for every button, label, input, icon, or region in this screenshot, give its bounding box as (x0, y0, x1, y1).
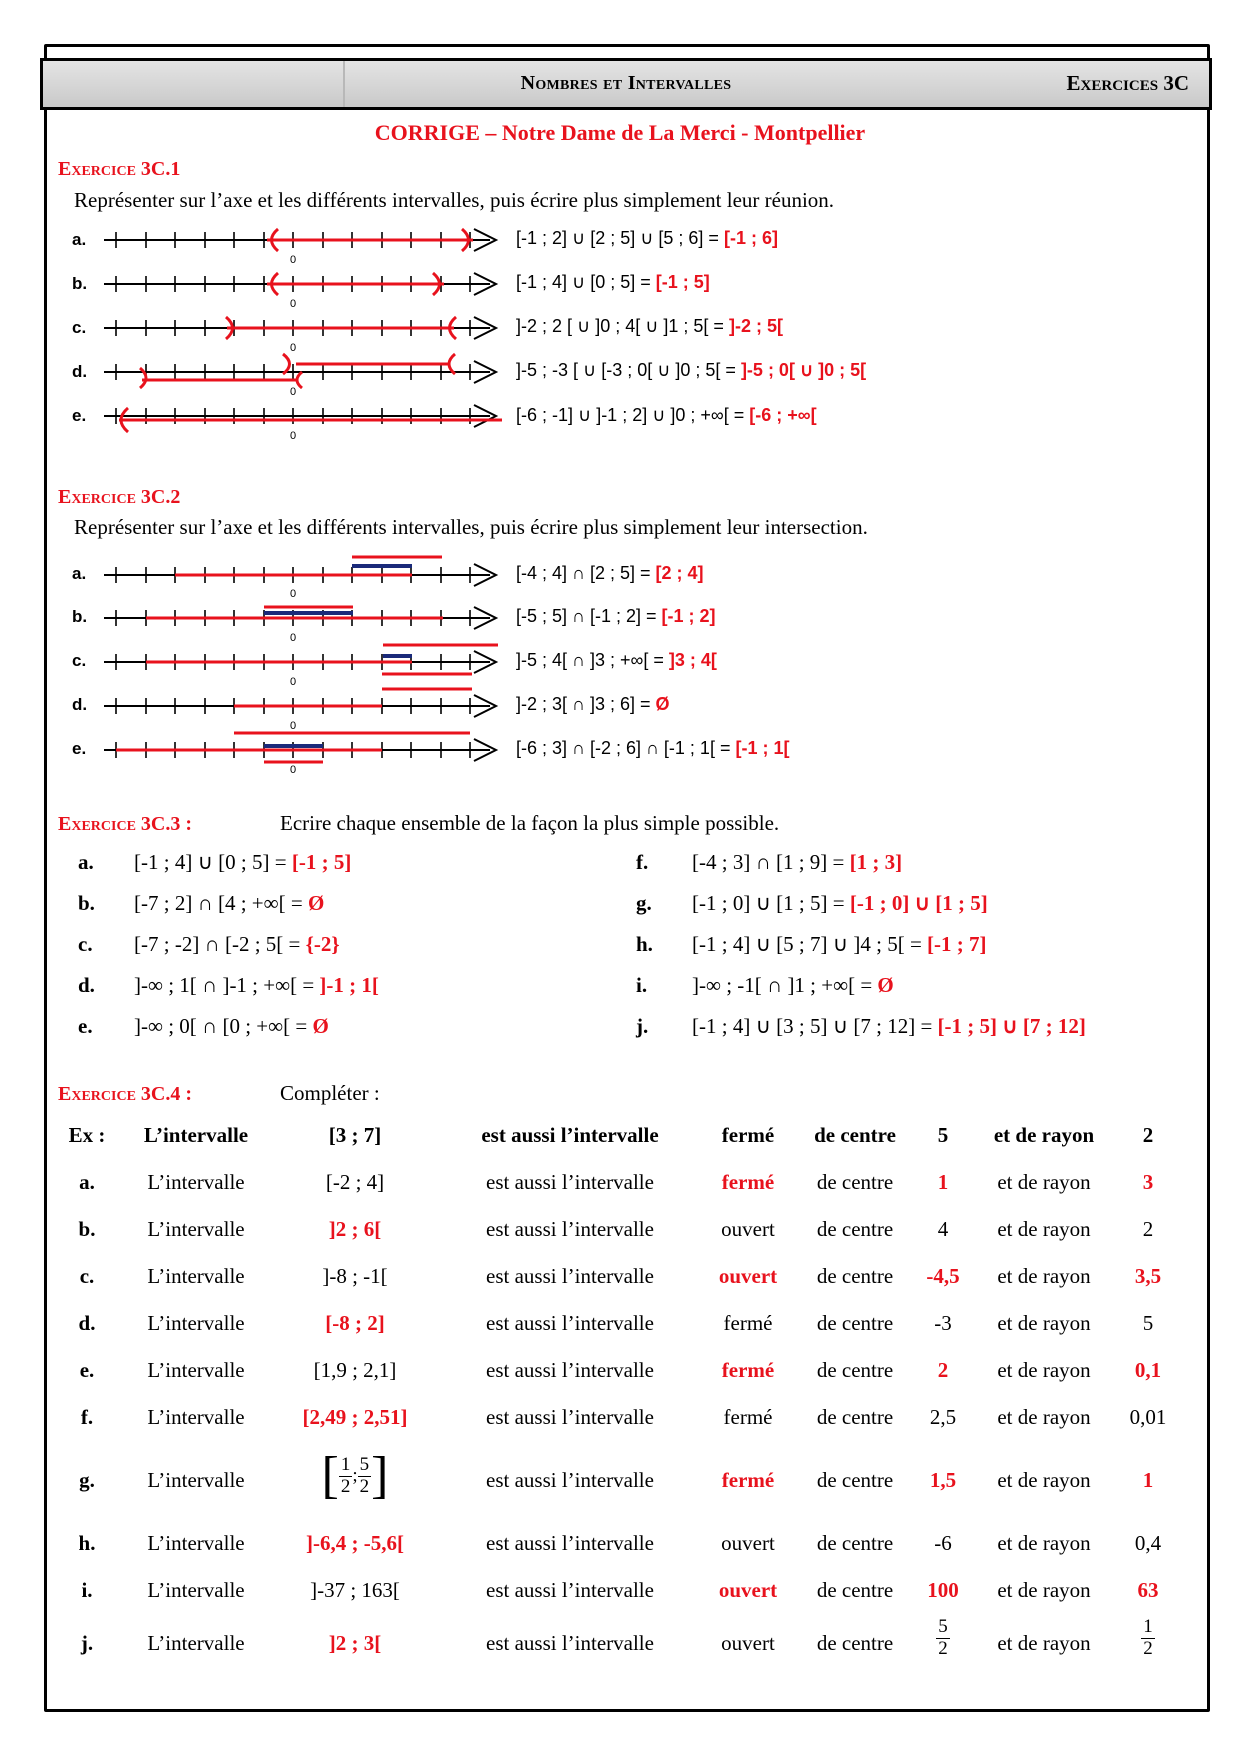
ex2-axis-b (104, 607, 496, 629)
fraction (358, 1455, 372, 1498)
table-cell-centre-value: 4 (937, 1217, 949, 1241)
ex1-axis-e (104, 405, 502, 432)
table-cell-centre: de centre (816, 1578, 894, 1602)
table-row-label: g. (79, 1468, 95, 1492)
table-cell-centre: de centre (816, 1264, 894, 1288)
table-header-ex: Ex : (68, 1123, 106, 1147)
table-cell-rayon-value (998, 1617, 1240, 1660)
table-cell-centre-value: 2 (937, 1358, 949, 1382)
fraction-numerator: 5 (359, 1453, 370, 1475)
ex3-title: Exercice 3C.3 : (58, 813, 193, 835)
fraction-numerator: 1 (340, 1453, 351, 1475)
ex1-formula-b: [-1 ; 4] ∪ [0 ; 5] = [-1 ; 5] (516, 272, 710, 292)
ex1-axis-b (104, 273, 496, 295)
table-header-rayon-value: 2 (1142, 1123, 1154, 1147)
table-cell-centre-value: -3 (934, 1311, 952, 1335)
separator: ; (352, 1465, 358, 1486)
ex3-row-f: f. [-4 ; 3] ∩ [1 ; 9] = [1 ; 3] (636, 850, 903, 874)
table-header-centre: de centre (814, 1123, 896, 1147)
ex1-axis-c (104, 317, 496, 339)
ex1-formula-a: [-1 ; 2] ∪ [2 ; 5] ∪ [5 ; 6] = [-1 ; 6] (516, 228, 778, 248)
table-cell-type: fermé (723, 1405, 773, 1429)
fraction-denominator: 2 (359, 1475, 370, 1497)
table-cell-rayon: et de rayon (997, 1311, 1091, 1335)
table-cell-centre: de centre (816, 1405, 894, 1429)
table-cell-rayon: et de rayon (997, 1468, 1091, 1492)
table-cell-type: fermé (721, 1170, 775, 1194)
table-cell-rayon: et de rayon (997, 1170, 1091, 1194)
table-cell-rayon-value: 63 (1137, 1578, 1159, 1602)
ex2-formula-d: ]-2 ; 3[ ∩ ]3 ; 6] = Ø (516, 694, 670, 714)
ex3-statement: Ecrire chaque ensemble de la façon la plus simple possible. (280, 811, 780, 835)
table-cell-intervalle: L’intervalle (147, 1217, 245, 1241)
table-cell-interval: [-2 ; 4] (325, 1170, 385, 1194)
table-cell-interval: ]2 ; 6[ (328, 1217, 382, 1241)
ex4-title: Exercice 3C.4 : (58, 1083, 193, 1105)
ex1-title: Exercice 3C.1 (58, 158, 181, 180)
table-cell-centre: de centre (816, 1311, 894, 1335)
left-bracket: [ (321, 1447, 339, 1504)
table-cell-centre-value: 2,5 (929, 1405, 957, 1429)
ex2-formula-c: ]-5 ; 4[ ∩ ]3 ; +∞[ = ]3 ; 4[ (516, 650, 717, 670)
table-cell-interval: [2,49 ; 2,51] (302, 1405, 408, 1429)
zero-label: 0 (289, 298, 297, 310)
corrige-title: CORRIGE – Notre Dame de La Merci - Montpellier (374, 120, 866, 145)
ex1-formula-d: ]-5 ; -3 [ ∪ [-3 ; 0[ ∪ ]0 ; 5[ = ]-5 ; 0[ ∪ ]0 ; 5[ (516, 360, 867, 380)
table-cell-centre: de centre (816, 1531, 894, 1555)
table-cell-type: fermé (721, 1468, 775, 1492)
ex1-label-c: c. (72, 318, 87, 337)
table-cell-interval: [-8 ; 2] (325, 1311, 385, 1335)
right-bracket: ] (371, 1447, 389, 1504)
fraction-denominator: 2 (938, 1637, 948, 1659)
table-cell-rayon-value: 0,01 (1129, 1405, 1167, 1429)
ex3-row-c: c. [-7 ; -2] ∩ [-2 ; 5[ = {-2} (78, 932, 340, 956)
table-row-label: d. (78, 1311, 96, 1335)
ex1-axis-a (104, 229, 496, 251)
table-cell-type: fermé (721, 1358, 775, 1382)
table-cell-intervalle: L’intervalle (147, 1358, 245, 1382)
ex1-label-a: a. (72, 230, 87, 249)
zero-label: 0 (289, 386, 297, 398)
ex1-statement: Représenter sur l’axe et les différents intervalles, puis écrire plus simplement leur réunion. (74, 188, 835, 212)
header-right-label: Exercices 3C (1066, 71, 1189, 95)
header-title: Nombres et Intervalles (520, 72, 732, 94)
table-cell-type: ouvert (721, 1631, 775, 1655)
table-cell-rayon: et de rayon (997, 1531, 1091, 1555)
table-row-label: h. (78, 1531, 96, 1555)
table-cell-aussi: est aussi l’intervalle (486, 1468, 654, 1492)
table-cell-rayon-value: 5 (1142, 1311, 1154, 1335)
table-cell-centre-value: 100 (927, 1578, 959, 1602)
ex2-formula-e: [-6 ; 3] ∩ [-2 ; 6] ∩ [-1 ; 1[ = [-1 ; 1[ (516, 738, 790, 758)
table-cell-rayon: et de rayon (997, 1358, 1091, 1382)
ex2-statement: Représenter sur l’axe et les différents intervalles, puis écrire plus simplement leur intersection. (74, 515, 868, 539)
table-cell-aussi: est aussi l’intervalle (486, 1578, 654, 1602)
ex2-formula-a: [-4 ; 4] ∩ [2 ; 5] = [2 ; 4] (516, 563, 704, 583)
table-cell-type: ouvert (721, 1531, 775, 1555)
table-row-label: a. (79, 1170, 95, 1194)
table-header-interval: [3 ; 7] (328, 1123, 382, 1147)
ex2-axis-e (104, 733, 496, 762)
fraction-numerator: 1 (1143, 1616, 1153, 1637)
table-cell-centre: de centre (816, 1468, 894, 1492)
table-cell-centre-value: -6 (934, 1531, 952, 1555)
ex3-row-b: b. [-7 ; 2] ∩ [4 ; +∞[ = Ø (78, 891, 325, 915)
table-header-centre-value: 5 (937, 1123, 949, 1147)
ex3-row-d: d. ]-∞ ; 1[ ∩ ]-1 ; +∞[ = ]-1 ; 1[ (78, 973, 379, 997)
table-cell-centre-value: 1 (937, 1170, 949, 1194)
ex2-axis-c (104, 645, 498, 674)
table-cell-centre-value: -4,5 (926, 1264, 960, 1288)
ex2-formula-b: [-5 ; 5] ∩ [-1 ; 2] = [-1 ; 2] (516, 606, 716, 626)
table-cell-aussi: est aussi l’intervalle (486, 1311, 654, 1335)
zero-label: 0 (289, 588, 297, 600)
table-cell-rayon: et de rayon (997, 1264, 1091, 1288)
table-cell-type: ouvert (718, 1264, 778, 1288)
fraction-denominator: 2 (340, 1475, 351, 1497)
zero-label: 0 (289, 676, 297, 688)
table-cell-interval: ]-37 ; 163[ (310, 1578, 400, 1602)
table-header-type: fermé (721, 1123, 775, 1147)
table-cell-type: fermé (723, 1311, 773, 1335)
table-cell-interval: ]-8 ; -1[ (322, 1264, 388, 1288)
table-cell-rayon: et de rayon (997, 1405, 1091, 1429)
table-cell-type: ouvert (718, 1578, 778, 1602)
table-cell-intervalle: L’intervalle (147, 1631, 245, 1655)
table-cell-rayon: et de rayon (997, 1578, 1091, 1602)
table-row-label: b. (78, 1217, 96, 1241)
ex2-axis-d (104, 689, 496, 717)
zero-label: 0 (289, 254, 297, 266)
table-cell-intervalle: L’intervalle (147, 1468, 245, 1492)
table-cell-aussi: est aussi l’intervalle (486, 1264, 654, 1288)
table-cell-rayon-value: 0,1 (1134, 1358, 1162, 1382)
ex1-axis-d (104, 354, 496, 388)
table-cell-aussi: est aussi l’intervalle (486, 1217, 654, 1241)
ex1-label-e: e. (72, 406, 87, 425)
zero-label: 0 (289, 764, 297, 776)
table-header-intervalle: L’intervalle (143, 1123, 249, 1147)
table-cell-centre-value: 1,5 (929, 1468, 957, 1492)
ex3-row-i: i. ]-∞ ; -1[ ∩ ]1 ; +∞[ = Ø (636, 973, 894, 997)
ex3-row-h: h. [-1 ; 4] ∪ [5 ; 7] ∪ ]4 ; 5[ = [-1 ; 7] (636, 932, 987, 956)
table-header-rayon: et de rayon (993, 1123, 1095, 1147)
table-row-label: i. (81, 1578, 93, 1602)
table-cell-aussi: est aussi l’intervalle (486, 1631, 654, 1655)
table-cell-centre: de centre (816, 1170, 894, 1194)
ex4-statement: Compléter : (280, 1081, 380, 1105)
ex2-axis-a (104, 557, 496, 586)
table-cell-intervalle: L’intervalle (147, 1531, 245, 1555)
ex1-label-b: b. (72, 274, 88, 293)
table-cell-aussi: est aussi l’intervalle (486, 1358, 654, 1382)
table-cell-rayon-value: 3,5 (1134, 1264, 1162, 1288)
ex3-row-j: j. [-1 ; 4] ∪ [3 ; 5] ∪ [7 ; 12] = [-1 ; 5] ∪ [7 ; 12] (636, 1014, 1086, 1038)
table-header-aussi: est aussi l’intervalle (481, 1123, 659, 1147)
zero-label: 0 (289, 720, 297, 732)
fraction-denominator: 2 (1143, 1637, 1153, 1659)
table-row-label: j. (80, 1631, 94, 1655)
table-cell-intervalle: L’intervalle (147, 1405, 245, 1429)
table-cell-centre: de centre (816, 1358, 894, 1382)
table-cell-interval: [1,9 ; 2,1] (313, 1358, 397, 1382)
fraction-numerator: 5 (938, 1616, 948, 1637)
ex1-formula-c: ]-2 ; 2 [ ∪ ]0 ; 4[ ∪ ]1 ; 5[ = ]-2 ; 5[ (516, 316, 783, 336)
table-cell-rayon-value: 2 (1142, 1217, 1154, 1241)
table-row-label: e. (79, 1358, 95, 1382)
table-cell-rayon-value: 1 (1142, 1468, 1154, 1492)
fraction (339, 1455, 353, 1498)
table-cell-centre: de centre (816, 1217, 894, 1241)
ex2-label-b: b. (72, 607, 88, 626)
ex2-label-e: e. (72, 739, 87, 758)
table-cell-aussi: est aussi l’intervalle (486, 1531, 654, 1555)
table-cell-intervalle: L’intervalle (147, 1578, 245, 1602)
table-cell-type: ouvert (721, 1217, 775, 1241)
ex3-row-e: e. ]-∞ ; 0[ ∩ [0 ; +∞[ = Ø (78, 1014, 329, 1038)
table-cell-interval: ]-6,4 ; -5,6[ (306, 1531, 404, 1555)
table-cell-aussi: est aussi l’intervalle (486, 1405, 654, 1429)
table-row-label: c. (79, 1264, 95, 1288)
table-cell-rayon: et de rayon (997, 1631, 1091, 1655)
ex1-label-d: d. (72, 362, 88, 381)
table-cell-interval: ]2 ; 3[ (328, 1631, 382, 1655)
ex2-label-c: c. (72, 651, 87, 670)
zero-label: 0 (289, 342, 297, 354)
ex3-row-g: g. [-1 ; 0] ∪ [1 ; 5] = [-1 ; 0] ∪ [1 ; 5] (636, 891, 988, 915)
zero-label: 0 (289, 430, 297, 442)
table-cell-rayon: et de rayon (997, 1217, 1091, 1241)
table-cell-rayon-value: 3 (1142, 1170, 1154, 1194)
table-cell-intervalle: L’intervalle (147, 1311, 245, 1335)
ex2-title: Exercice 3C.2 (58, 486, 181, 508)
ex2-label-d: d. (72, 695, 88, 714)
zero-label: 0 (289, 632, 297, 644)
table-cell-aussi: est aussi l’intervalle (486, 1170, 654, 1194)
ex2-label-a: a. (72, 564, 87, 583)
ex1-formula-e: [-6 ; -1] ∪ ]-1 ; 2] ∪ ]0 ; +∞[ = [-6 ; +∞[ (516, 405, 817, 425)
fraction (1141, 1617, 1155, 1660)
table-cell-intervalle: L’intervalle (147, 1170, 245, 1194)
table-cell-centre: de centre (816, 1631, 894, 1655)
table-cell-intervalle: L’intervalle (147, 1264, 245, 1288)
number-line-drawings (0, 0, 1240, 800)
ex3-row-a: a. [-1 ; 4] ∪ [0 ; 5] = [-1 ; 5] (78, 850, 352, 874)
table-row-label: f. (80, 1405, 94, 1429)
table-cell-rayon-value: 0,4 (1134, 1531, 1162, 1555)
